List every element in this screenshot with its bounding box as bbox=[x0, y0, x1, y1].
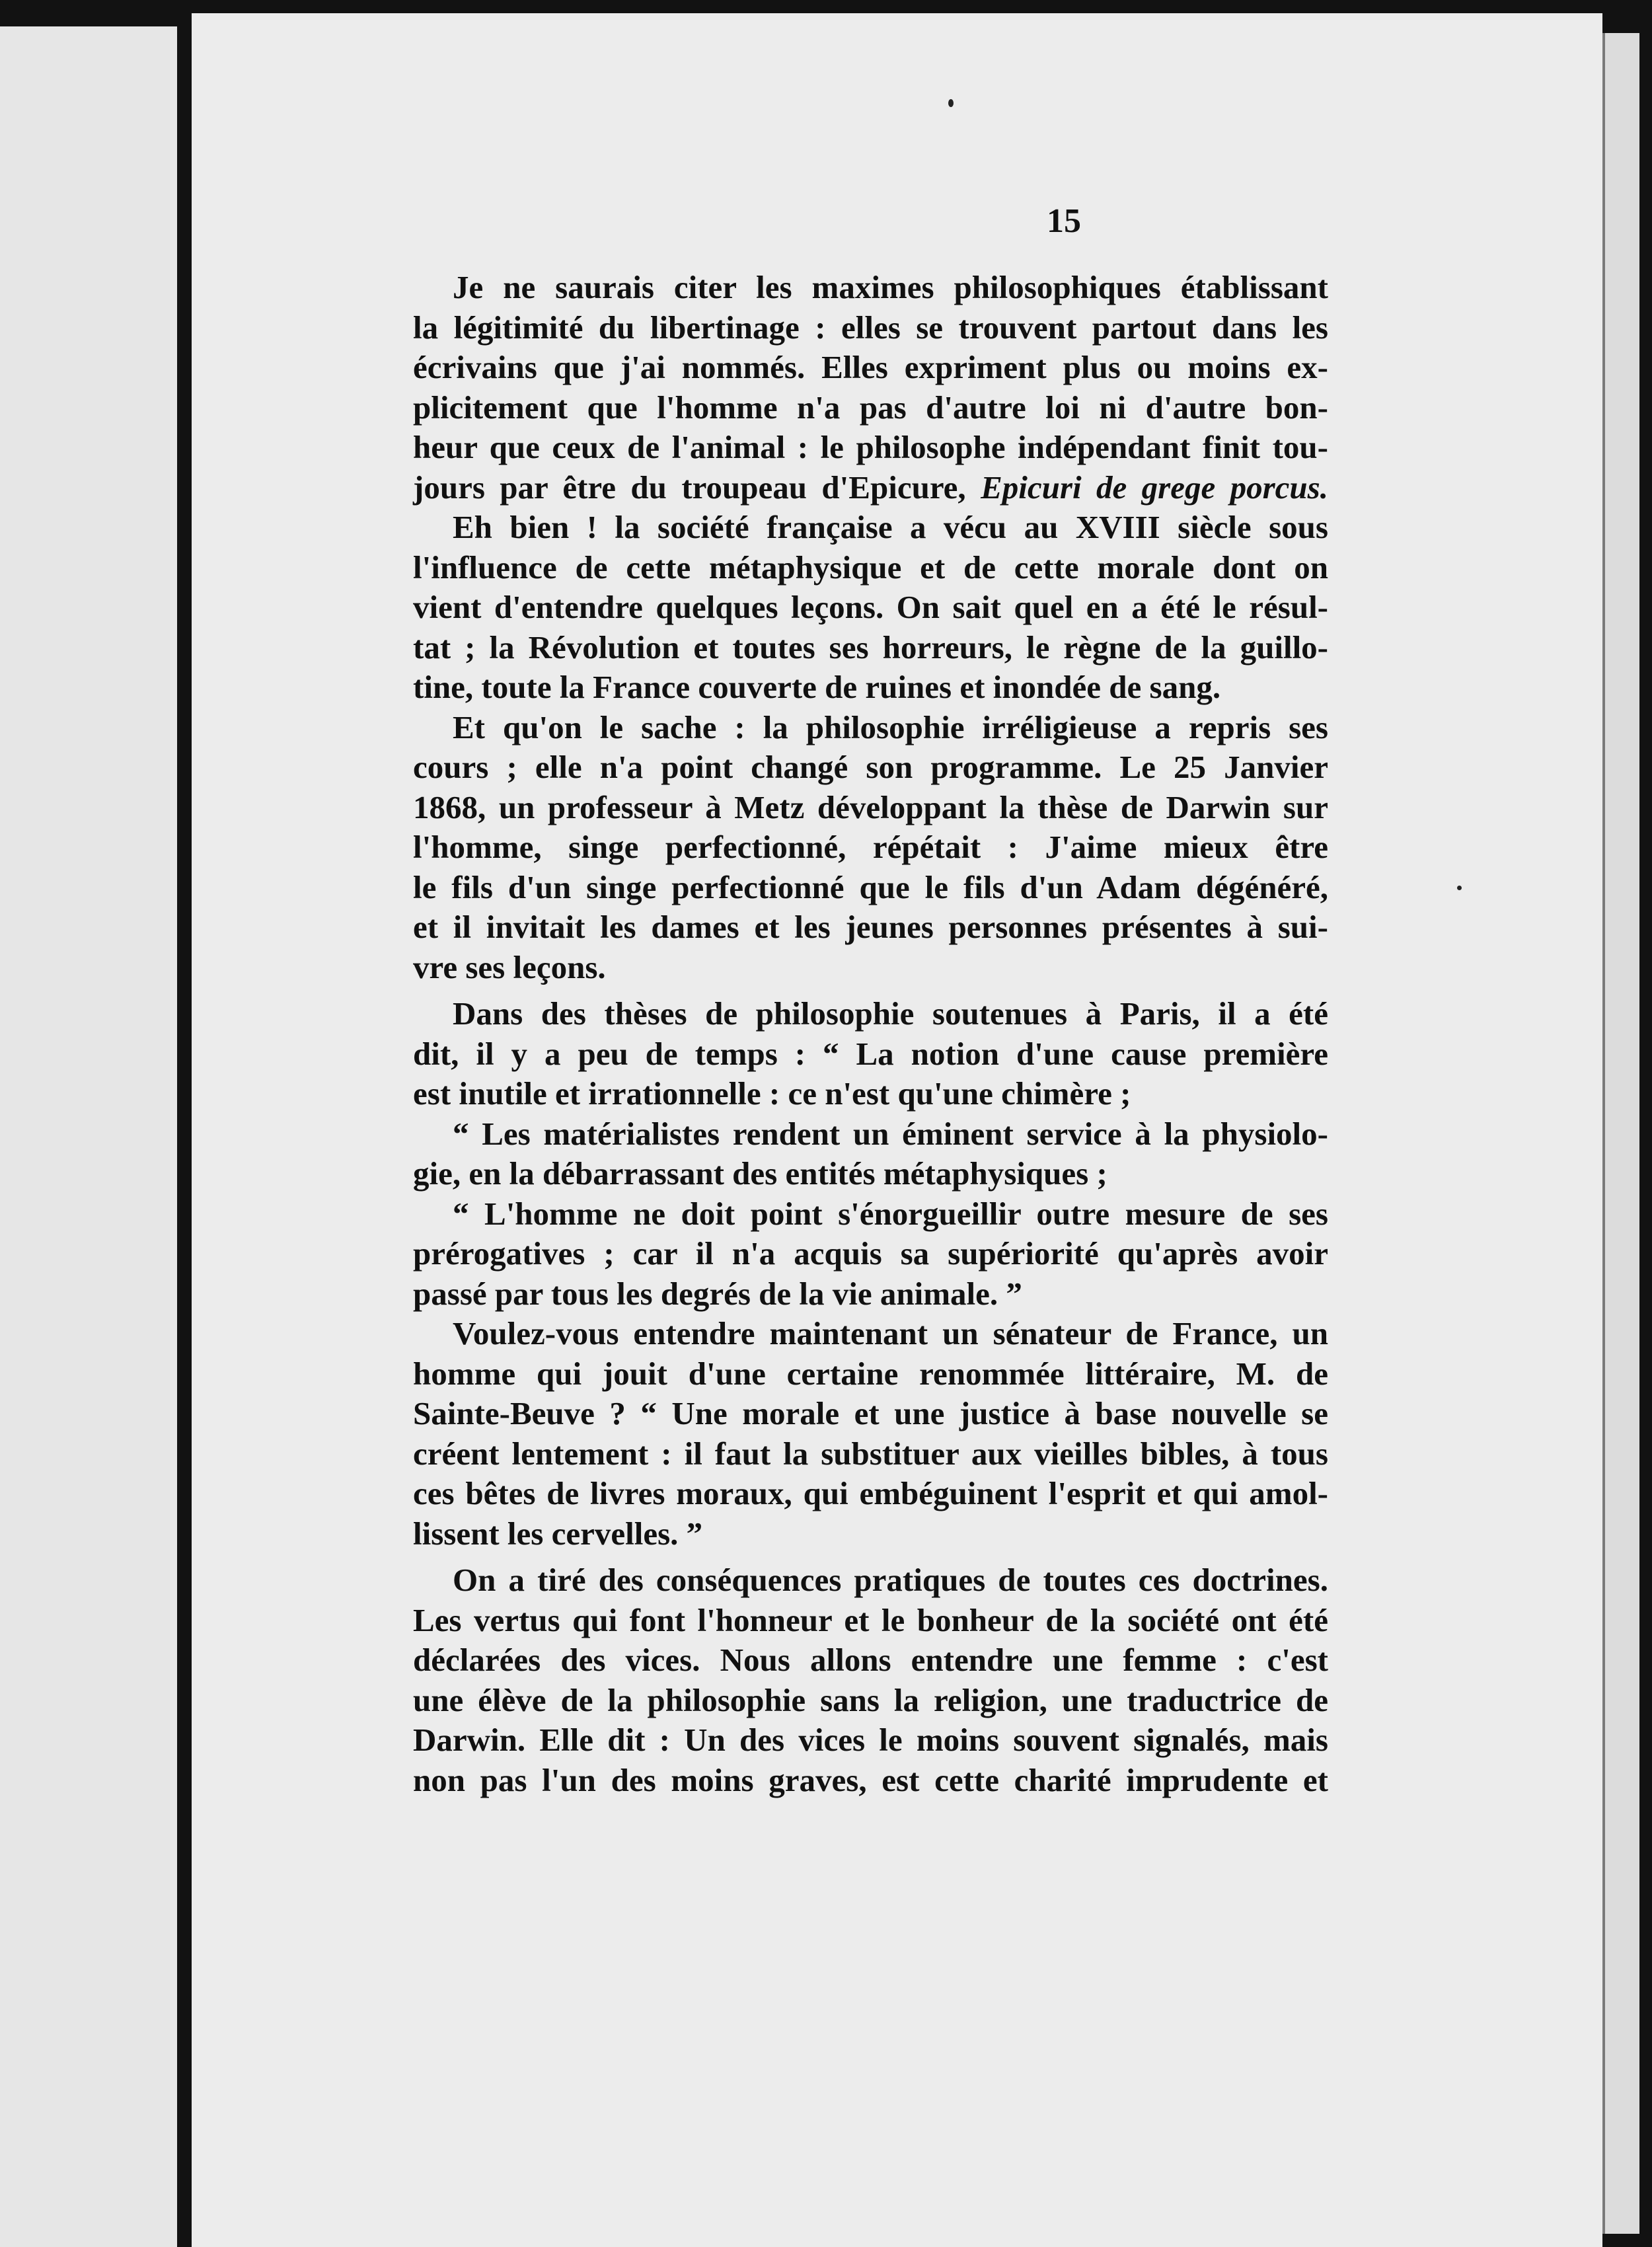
text-line: prérogatives ; car il n'a acquis sa supériorité qu'après avoir bbox=[413, 1235, 1328, 1272]
scan-right-edge bbox=[1602, 0, 1652, 2247]
text-line: cours ; elle n'a point changé son programme. Le 25 Janvier bbox=[413, 749, 1328, 785]
scan-top-edge bbox=[0, 0, 1652, 13]
scan-left-edge bbox=[0, 0, 192, 2247]
paragraph bbox=[413, 268, 1328, 508]
text-line: Les vertus qui font l'honneur et le bonheur de la société ont été bbox=[413, 1601, 1328, 1638]
text-line: tine, toute la France couverte de ruines et inondée de sang. bbox=[413, 669, 1221, 705]
text-line: est inutile et irrationnelle : ce n'est qu'une chimère ; bbox=[413, 1075, 1131, 1112]
text-line: On a tiré des conséquences pratiques de toutes ces doctrines. bbox=[453, 1562, 1328, 1598]
text-line: créent lentement : il faut la substituer aux vieilles bibles, à tous bbox=[413, 1435, 1328, 1472]
ink-speck bbox=[948, 99, 954, 107]
text-line: l'influence de cette métaphysique et de cette morale dont on bbox=[413, 549, 1328, 586]
text-line: Voulez-vous entendre maintenant un sénateur de France, un bbox=[453, 1315, 1328, 1352]
text-line: Sainte-Beuve ? “ Une morale et une justice à base nouvelle se bbox=[413, 1395, 1328, 1431]
text-line: heur que ceux de l'animal : le philosophe indépendant finit tou- bbox=[413, 429, 1328, 465]
text-line: ces bêtes de livres moraux, qui embéguinent l'esprit et qui amol- bbox=[413, 1475, 1328, 1511]
paragraph bbox=[413, 1314, 1328, 1554]
ink-speck bbox=[1457, 886, 1462, 890]
paragraph bbox=[413, 1560, 1328, 1800]
text-line: passé par tous les degrés de la vie animale. ” bbox=[413, 1275, 1022, 1312]
text-line: gie, en la débarrassant des entités métaphysiques ; bbox=[413, 1155, 1108, 1192]
page-number: 15 bbox=[1047, 202, 1081, 240]
text-line: écrivains que j'ai nommés. Elles expriment plus ou moins ex- bbox=[413, 349, 1328, 385]
text-line: homme qui jouit d'une certaine renommée littéraire, M. de bbox=[413, 1355, 1328, 1392]
page-body-text bbox=[413, 268, 1328, 1800]
text-line: dit, il y a peu de temps : “ La notion d'une cause première bbox=[413, 1035, 1328, 1072]
text-line: tat ; la Révolution et toutes ses horreurs, le règne de la guillo- bbox=[413, 628, 1328, 666]
text-line: Dans des thèses de philosophie soutenues à Paris, il a été bbox=[453, 995, 1328, 1032]
text-line: 1868, un professeur à Metz développant la thèse de Darwin sur bbox=[413, 788, 1328, 825]
text-line: et il invitait les dames et les jeunes personnes présentes à sui- bbox=[413, 909, 1328, 945]
text-line: “ Les matérialistes rendent un éminent service à la physiolo- bbox=[453, 1115, 1328, 1152]
latin-quote: Epicuri de grege porcus. bbox=[981, 469, 1328, 506]
paragraph bbox=[413, 1194, 1328, 1314]
text-line: le fils d'un singe perfectionné que le fils d'un Adam dégénéré, bbox=[413, 868, 1328, 905]
previous-page-sliver bbox=[0, 26, 177, 2247]
text-line: Darwin. Elle dit : Un des vices le moins souvent signalés, mais bbox=[413, 1722, 1328, 1758]
text-line: Je ne saurais citer les maximes philosophiques établissant bbox=[453, 269, 1328, 305]
text-line: l'homme, singe perfectionné, répétait : J'aime mieux être bbox=[413, 829, 1328, 865]
text-line: Eh bien ! la société française a vécu au XVIII siècle sous bbox=[453, 509, 1328, 545]
text-line: plicitement que l'homme n'a pas d'autre loi ni d'autre bon- bbox=[413, 389, 1328, 426]
next-page-sliver bbox=[1602, 33, 1639, 2234]
text-line: jours par être du troupeau d'Epicure, Epicuri de grege porcus. bbox=[413, 469, 1328, 506]
text-line: une élève de la philosophie sans la religion, une traductrice de bbox=[413, 1681, 1328, 1718]
text-line: déclarées des vices. Nous allons entendre une femme : c'est bbox=[413, 1642, 1328, 1678]
text-line: “ L'homme ne doit point s'énorgueillir outre mesure de ses bbox=[453, 1195, 1328, 1232]
text-line: vient d'entendre quelques leçons. On sait quel en a été le résul- bbox=[413, 589, 1328, 625]
paragraph bbox=[413, 994, 1328, 1114]
text-line: Et qu'on le sache : la philosophie irréligieuse a repris ses bbox=[453, 708, 1328, 745]
text-line: lissent les cervelles. ” bbox=[413, 1515, 703, 1552]
paragraph bbox=[413, 508, 1328, 708]
paragraph bbox=[413, 708, 1328, 988]
text-line: vre ses leçons. bbox=[413, 948, 606, 985]
paragraph bbox=[413, 1114, 1328, 1194]
text-line: non pas l'un des moins graves, est cette charité imprudente et bbox=[413, 1761, 1328, 1798]
text-line: la légitimité du libertinage : elles se trouvent partout dans les bbox=[413, 309, 1328, 346]
